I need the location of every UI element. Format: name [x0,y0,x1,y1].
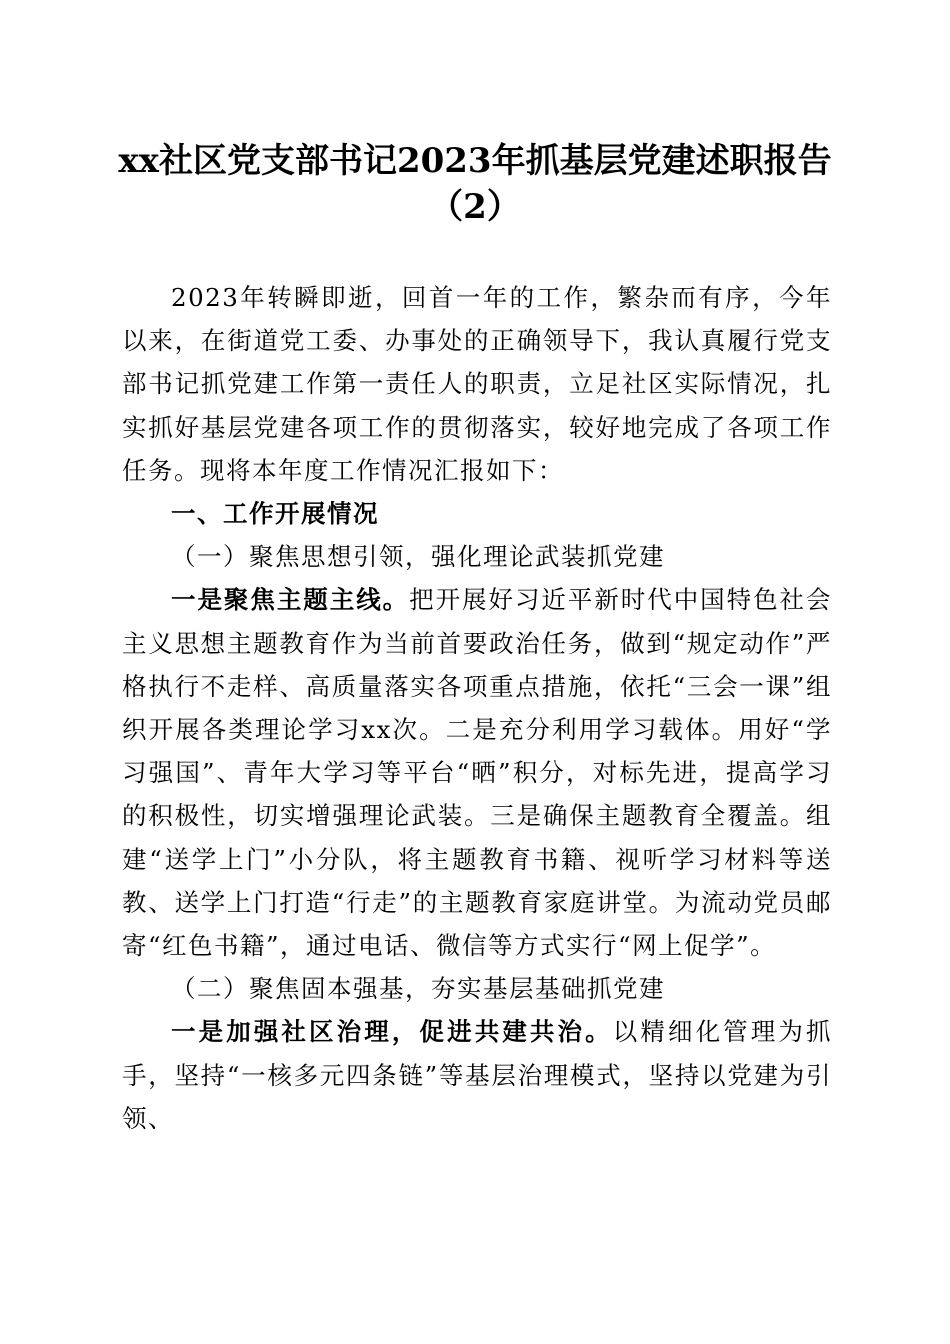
subsection-heading [122,967,832,1010]
subsection-heading-text: （一）聚焦思想引领，强化理论武装抓党建 [171,542,665,572]
document-body [122,276,832,1140]
section-heading-text: 一、工作开展情况 [171,499,379,529]
intro-paragraph-text: 2023年转瞬即逝，回首一年的工作，繁杂而有序，今年以来，在街道党工委、办事处的正确领导下，我认真履行党支部书记抓党建工作第一责任人的职责，立足社区实际情况，扎实抓好基层党建各项工作的贯彻落实，较好地完成了各项工作任务。现将本年度工作情况汇报如下： [122,283,832,485]
intro-paragraph [122,276,832,492]
subsection-heading-text: （二）聚焦固本强基，夯实基层基础抓党建 [171,974,665,1004]
paragraph-lead: 一是聚焦主题主线。 [171,585,410,615]
body-paragraph [122,1010,832,1140]
paragraph-lead: 一是加强社区治理，促进共建共治。 [171,1017,613,1047]
document-title: xx社区党支部书记2023年抓基层党建述职报告（2） [118,141,832,227]
section-heading [122,492,832,535]
paragraph-text: 把开展好习近平新时代中国特色社会主义思想主题教育作为当前首要政治任务，做到“规定动作”严格执行不走样、高质量落实各项重点措施，依托“三会一课”组织开展各类理论学习xx次。二是充分利用学习载体。用好“学习强国”、青年大学习等平台“晒”积分，对标先进，提高学习的积极性，切实增强理论武装。三是确保主题教育全覆盖。组建“送学上门”小分队，将主题教育书籍、视听学习材料等送教、送学上门打造“行走”的主题教育家庭讲堂。为流动党员邮寄“红色书籍”，通过电话、微信等方式实行“网上促学”。 [122,585,832,961]
paragraph-text: 以精细化管理为抓手，坚持“一核多元四条链”等基层治理模式，坚持以党建为引领、 [122,1017,833,1133]
subsection-heading [122,535,832,578]
body-paragraph [122,578,832,967]
